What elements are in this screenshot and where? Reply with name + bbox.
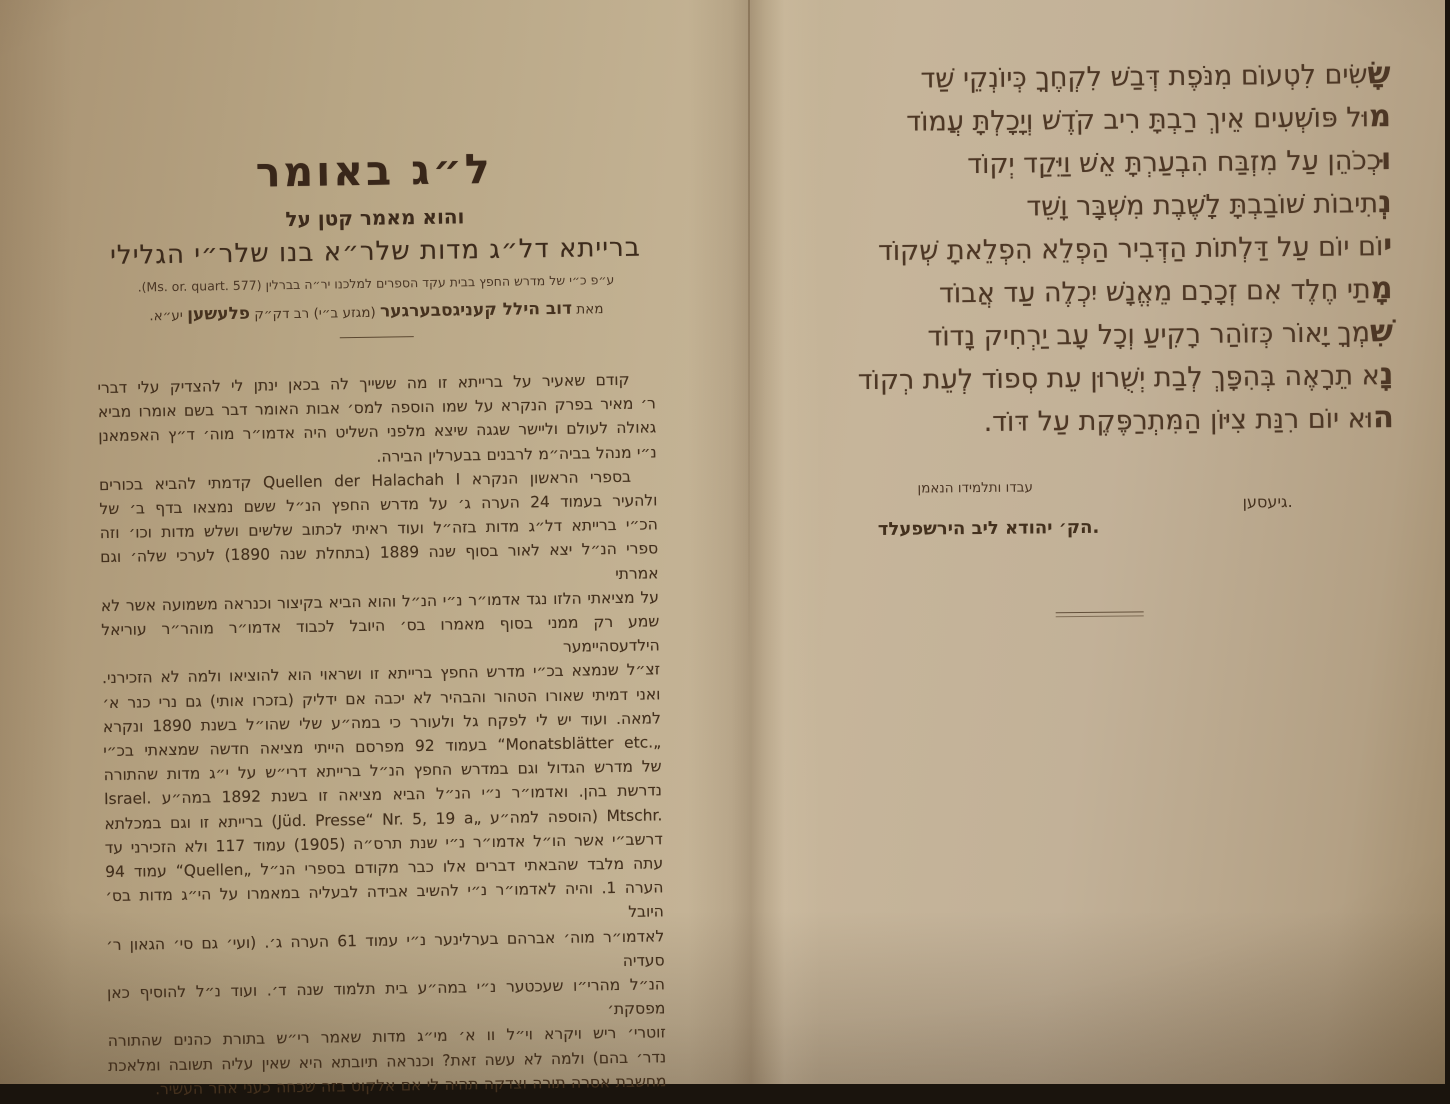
body-line: שמע רק ממני בסוף מאמרו בס׳ היובל לכבוד אדמו״ר מוהר״ר עוריאל הילדעסהיימער [101,612,660,657]
right-page [717,0,1450,1087]
closing-divider [1056,611,1144,617]
byline-town: פלעשען [186,303,251,325]
body-line: קודם שאעיר על ברייתא זו מה ששייך לה בכאן ינתן לי להצדיק עלי דברי [97,370,630,398]
body-line: ר׳ מאיר בפרק הנקרא על שמו הוספה למס׳ אבות האומר דבר בשם אומרו מביא [97,394,657,422]
body-line: הערה 1. והיה לאדמו״ר נ״י להשיב אבידה לבעליה במאמרו על הי״ג מדות בס׳ היובל [105,878,664,922]
body-line: ואני דמיתי שאורו הטהור והבהיר לא יכבה אם ידליק (בזכרו אותי) גם נרי כנר א׳ [102,684,661,712]
body-line: בספרי הראשון הנקרא Quellen der Halachah I קדמתי להביא בכורים [98,467,632,494]
body-line: על מציאתי הלזו נגד אדמו״ר נ״י הנ״ל והוא הביא בקיצור וכנראה משמועה אשר לא [100,588,660,615]
body-line: מחשבת אסרה תורה וצדקה תהיה לי אם אלקוט בזה שכחה כעני אחר העשיר. [155,1072,667,1099]
poem-line: נָא תֵרָאֶה בְּהִפָּךְ לְבַת יְשֻׁרוּן עֵת סְפוֹד לְעֵת רְקוֹד [857,357,1394,397]
article-heading [94,145,657,342]
poem-line: מָתַי חֶלֶד אִם זְכָרָם מֵאֱנָשׁ יִכְלֶה עַד אֲבוֹד [938,271,1393,310]
body-line: של מדרש הגדול וגם במדרש החפץ הנ״ל ברייתא דרי״ש על י״ג מדות שהתורה [103,757,662,785]
body-line: לאדמו״ר מוה׳ אברהם בערלינער נ״י עמוד 61 הערה ג׳. (ועי׳ גם סי׳ הגאון ר׳ סעדיה [106,926,665,970]
poem-line: שָׂשִׂים לִטְעוֹם מִנֹּפֶת דְּבַשׁ לִקְחֶךָ כְּיוֹנְקֵי שַׁד [920,56,1391,95]
manuscript-source-note: ע״פ כ״י של מדרש החפץ בבית עקד הספרים למלכנו יר״ה בברלין (Ms. or. quart. 577). [137,272,615,295]
body-line: ולהעיר בעמוד 24 הערה ג׳ על מדרש החפץ הנ״ל ששם נמצאו בדף ב׳ של [99,491,658,519]
byline-author-name: דוב הילל קעניגסבערגער [379,298,573,322]
dedication-poem [820,53,1394,445]
body-line: זוטרי׳ ריש ויקרא וי״ל וו א׳ מי״ג מדות שאמר רי״ש בתורת כהנים שהתורה [107,1023,666,1051]
byline-suffix: יע״א. [149,307,183,325]
article-subtitle: והוא מאמר קטן על [285,204,465,232]
body-line: Mtschr.‎ (הוספה למה״ע „Jüd. Presse“ Nr. 5, 19 a) ברייתא זו וגם במכלתא [104,805,663,833]
poem-line: יוֹם יוֹם עַל דַּלְתוֹת הַדְּבִיר הַפְלֵא הִפְלֵאתָ שְׁקוֹד [877,228,1393,267]
article-subject-line: ברייתא דל״ג מדות שלר״א בנו שלר״י הגלילי [109,232,642,271]
body-line: גאולה לעולם וליישר שגגה שיצא מלפני השליט היה אדמו״ר מוה׳ ד״ץ האפמאנן [98,418,657,446]
poem-line: נְתִיבוֹת שׁוֹבַבְתָּ לָשֶׁבֶת מִשְׁבָּר וָשֵׁד [1026,185,1392,223]
poem-line: שִׁמְךָ יָאוֹר כְּזוֹהַר רָקִיעַ וְכָל עָב יַרְחִיק נָדוֹד [927,314,1394,353]
article-title: ל״ג באומר [255,144,493,197]
body-line: „Monatsblätter etc.‎“ בעמוד 92 מפרסם הייתי מציאה חדשה שמצאתי בכ״י [103,733,662,761]
body-line: נ״י מנהל בביה״מ לרבנים בבערלין הבירה. [376,442,657,466]
body-line: ספרי הנ״ל יצא לאור בסוף שנה 1889 (בתחלת שנה 1890) לערכי שלה׳ וגם אמרתי [100,539,659,583]
byline [96,297,656,326]
body-line: זצ״ל שנמצא בכ״י מדרש החפץ ברייתא זו ושראוי הוא להוציאו ולמה לא הזכירני. [101,660,661,688]
body-line: הכ״י ברייתא דל״ג מדות בזה״ל ועוד ראיתי לכתוב שלשים ושלש מדות וכו׳ וזה [99,515,658,543]
poem-line: מוּל פּוֹשְׁעִים אֵיךְ רַבְתָּ רִיב קֹדֶשׁ וְיָכָלְתָּ עֲמוֹד [906,99,1392,138]
body-line: נדרשת בהן. ואדמו״ר נ״י הנ״ל הביא מציאה זו בשנת 1892 במה״ע Israel.‎ [103,781,663,809]
poem-line: הוּא יוֹם רִנַּת צִיּוֹן הַמִּתְרַפֶּקֶת עַל דּוֹד. [983,400,1394,438]
article-body [97,367,666,1102]
byline-prefix: מאת [576,301,604,318]
closing-place: גיעסען. [1242,491,1293,512]
body-line: נדר׳ בהם) ולמה לא עשה זאת? וכנראה תיובתא היא שאין עליה תשובה ומלאכת [108,1047,667,1075]
body-line: עתה מלבד שהבאתי דברים אלו כבר מקודם בספרי הנ״ל „Quellen“ עמוד 94 [105,854,664,882]
poem-line: וּכְכֹהֵן עַל מִזְבַּח הִבְעַרְתָּ אֵשׁ וַיֵּקַד יְקוֹד [967,142,1392,181]
heading-divider [340,336,414,338]
body-line: הנ״ל מהרי״ו שעכטער נ״י במה״ע בית תלמוד שנה ד׳. ועוד נ״ל להוסיף כאן מפסקת׳ [106,975,666,1019]
byline-middle: (מגזע ב״י) רב דק״ק [254,304,376,323]
body-line: למאה. ועוד יש לי לפקח גל ולעורר כי במה״ע שלי שהו״ל בשנת 1890 ונקרא [102,709,661,736]
closing-signature: הק׳ יהודא ליב הירשפעלד. [877,516,1100,540]
closing-dedication: עבדו ותלמידו הנאמן [917,479,1034,497]
body-line: דרשב״י אשר הו״ל אדמו״ר נ״י שנת תרס״ה (1905) עמוד 117 ולא הזכירני עד [104,830,663,857]
